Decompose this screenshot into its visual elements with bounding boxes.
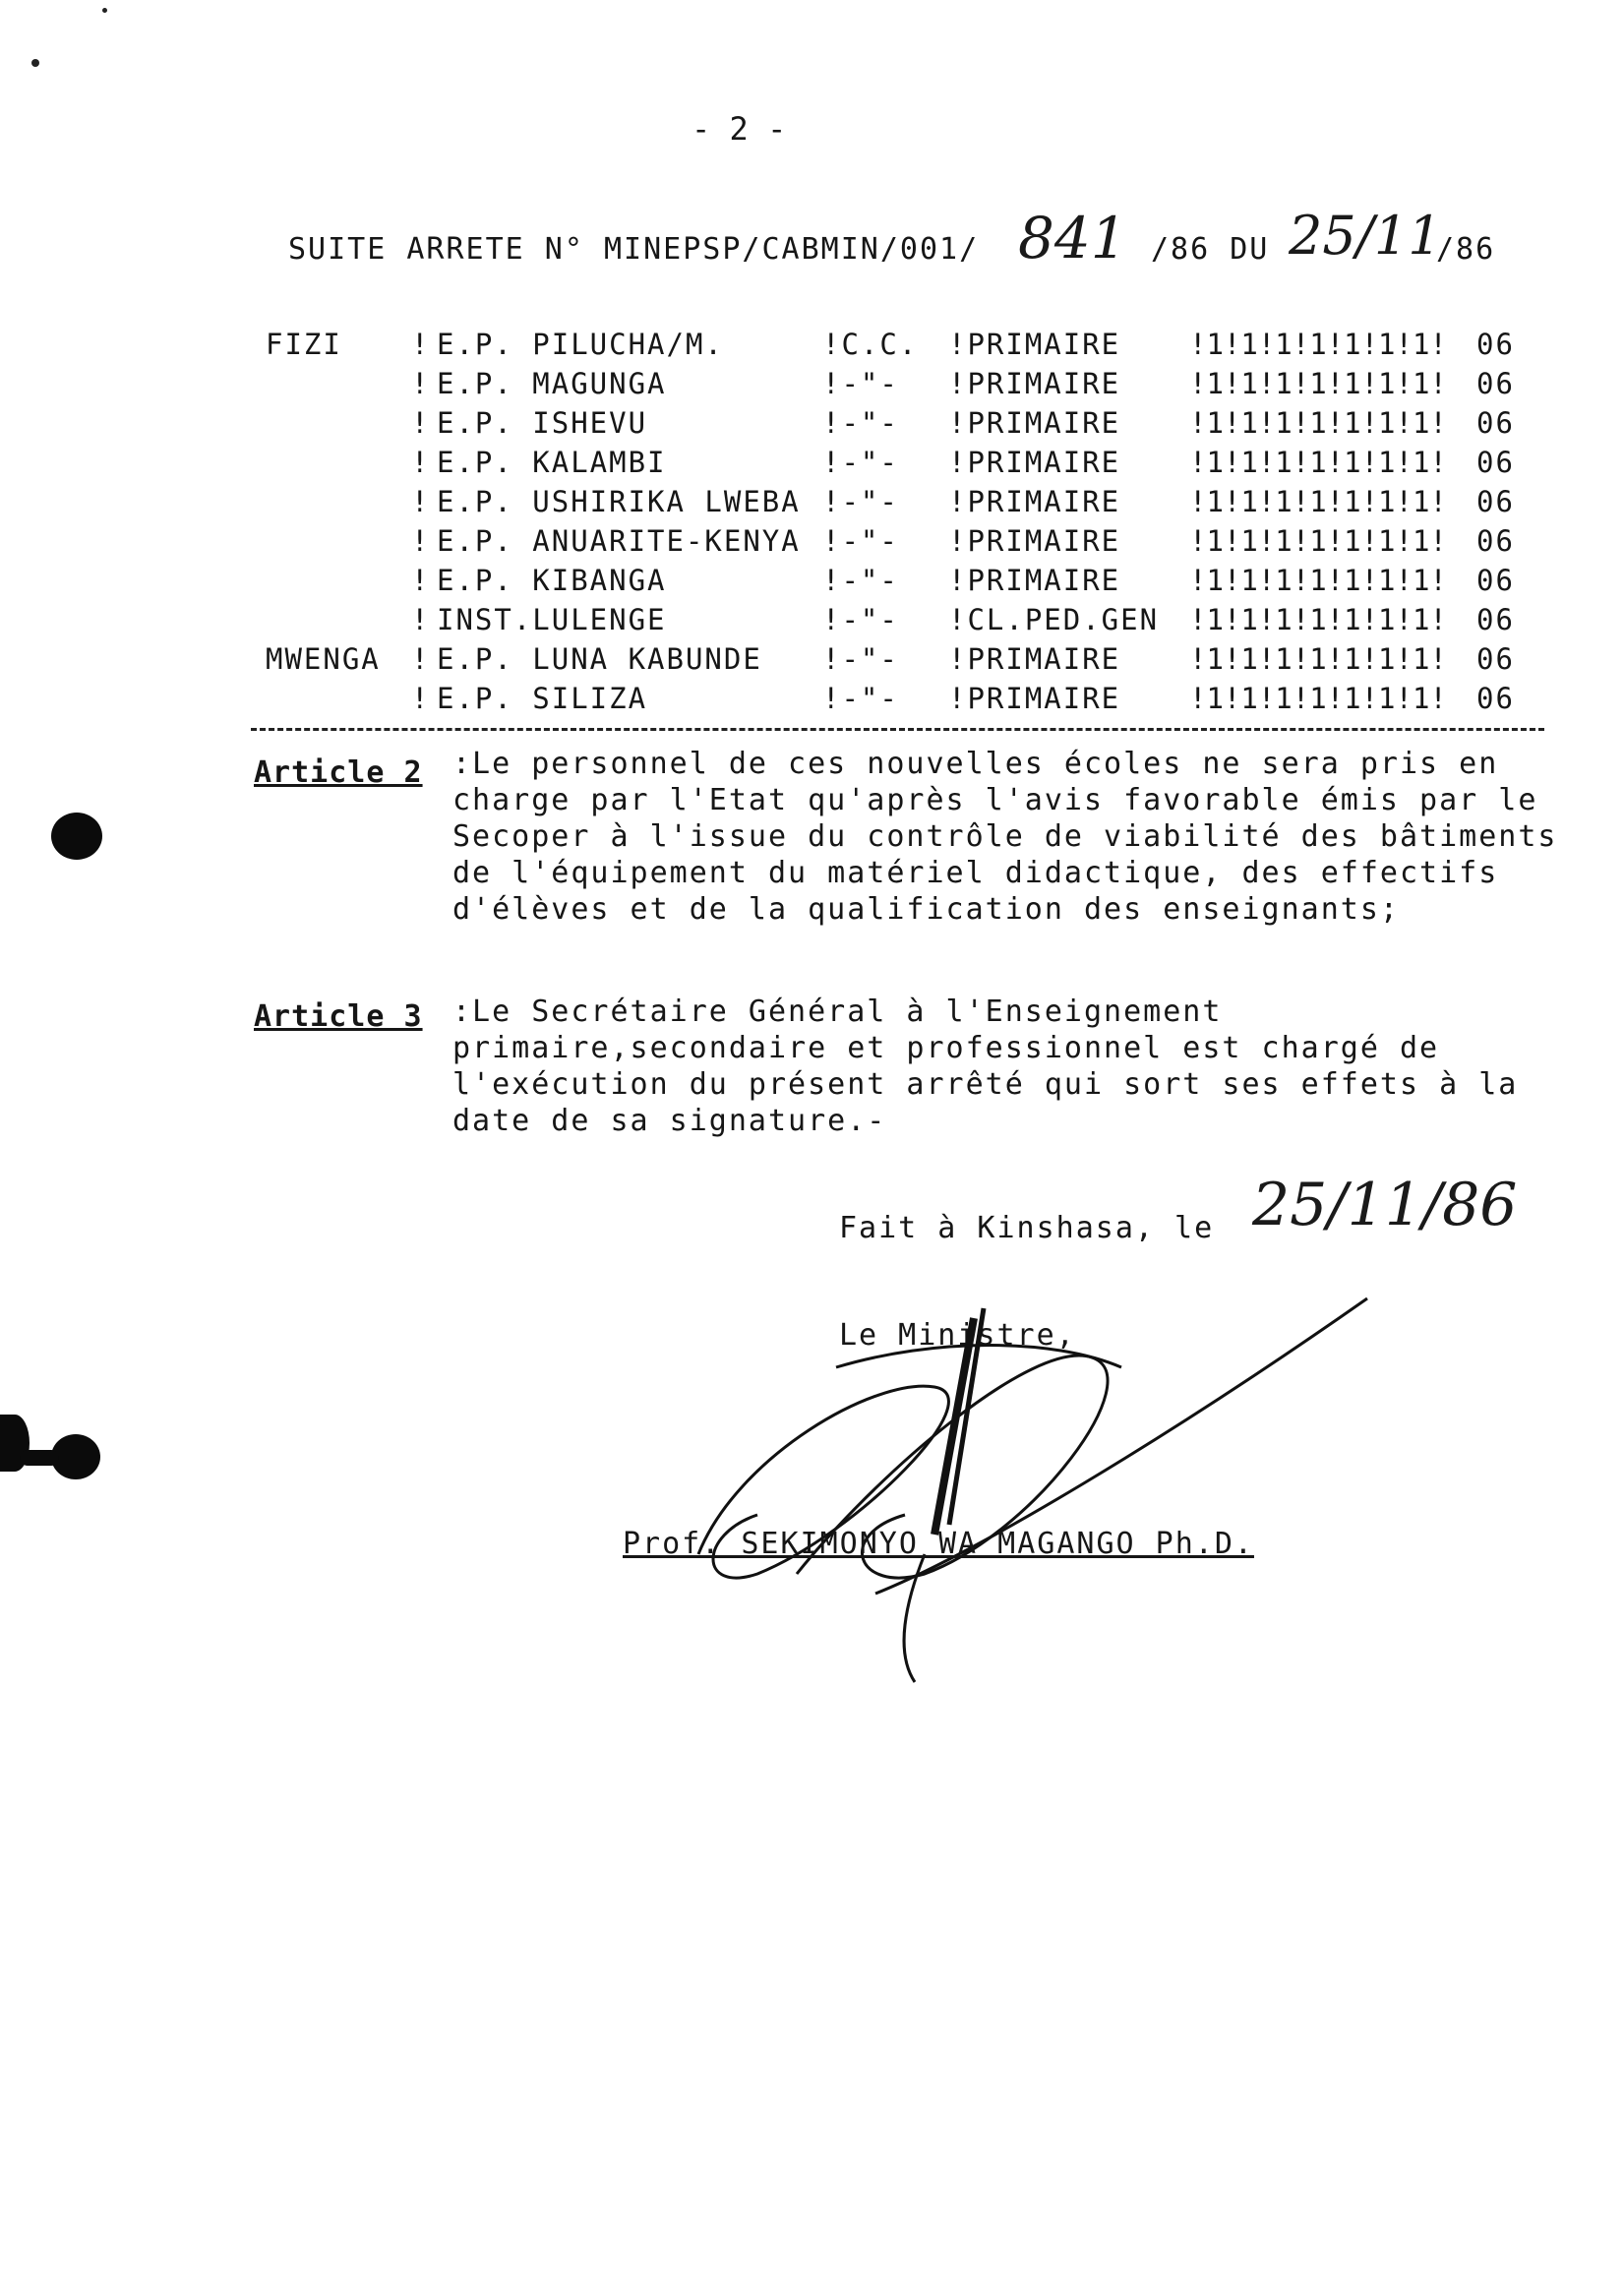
count-cell: 06 bbox=[1476, 328, 1515, 361]
article-2-body: :Le personnel de ces nouvelles écoles ne sera pris en charge par l'Etat qu'après l'avis favorable émis par le Secoper à l'issue du contrôle de viabilité des bâtiments de l'équipement du matériel didactique, des effectifs d'élèves et de la qualification des enseignants; bbox=[452, 747, 1558, 927]
count-cell: 06 bbox=[1476, 564, 1515, 597]
count-cell: 06 bbox=[1476, 682, 1515, 715]
count-cell: 06 bbox=[1476, 642, 1515, 676]
table-row bbox=[266, 325, 1545, 364]
separator-cell: ! bbox=[411, 446, 431, 479]
marks-cell: !1!1!1!1!1!1!1! bbox=[1189, 367, 1447, 400]
separator-cell: ! bbox=[411, 367, 431, 400]
article-2-label: Article 2 bbox=[254, 755, 423, 790]
count-cell: 06 bbox=[1476, 524, 1515, 558]
regime-cell: !-"- bbox=[822, 367, 899, 400]
signatory-title: Le Ministre, bbox=[839, 1318, 1076, 1353]
separator-cell: ! bbox=[411, 485, 431, 518]
speck bbox=[102, 8, 107, 13]
level-cell: !PRIMAIRE bbox=[948, 328, 1121, 361]
signature-icon bbox=[679, 1279, 1407, 1692]
count-cell: 06 bbox=[1476, 485, 1515, 518]
level-cell: !PRIMAIRE bbox=[948, 367, 1121, 400]
handwritten-decree-number: 841 bbox=[1018, 205, 1127, 271]
marks-cell: !1!1!1!1!1!1!1! bbox=[1189, 682, 1447, 715]
territory-cell bbox=[266, 482, 411, 521]
school-name-cell: E.P. KALAMBI bbox=[437, 446, 667, 479]
marks-cell: !1!1!1!1!1!1!1! bbox=[1189, 328, 1447, 361]
speck bbox=[31, 59, 39, 67]
school-name-cell: E.P. PILUCHA/M. bbox=[437, 328, 724, 361]
signatory-name: Prof. SEKIMONYO WA MAGANGO Ph.D. bbox=[623, 1527, 1254, 1561]
territory-cell: FIZI bbox=[266, 328, 342, 361]
article-3-label: Article 3 bbox=[254, 999, 423, 1034]
dashed-separator bbox=[251, 728, 1544, 731]
school-name-cell: E.P. KIBANGA bbox=[437, 564, 667, 597]
territory-cell bbox=[266, 561, 411, 600]
regime-cell: !-"- bbox=[822, 564, 899, 597]
count-cell: 06 bbox=[1476, 603, 1515, 636]
place-and-date-label: Fait à Kinshasa, le bbox=[839, 1211, 1215, 1245]
territory-cell bbox=[266, 521, 411, 561]
table-row bbox=[266, 521, 1545, 561]
territory-cell bbox=[266, 600, 411, 639]
marks-cell: !1!1!1!1!1!1!1! bbox=[1189, 564, 1447, 597]
separator-cell: ! bbox=[411, 524, 431, 558]
separator-cell: ! bbox=[411, 682, 431, 715]
handwritten-signing-date: 25/11/86 bbox=[1252, 1171, 1518, 1239]
separator-cell: ! bbox=[411, 564, 431, 597]
school-name-cell: E.P. ANUARITE-KENYA bbox=[437, 524, 801, 558]
reference-prefix: SUITE ARRETE N° MINEPSP/CABMIN/001/ bbox=[288, 232, 980, 267]
regime-cell: !C.C. bbox=[822, 328, 919, 361]
level-cell: !PRIMAIRE bbox=[948, 446, 1121, 479]
regime-cell: !-"- bbox=[822, 524, 899, 558]
marks-cell: !1!1!1!1!1!1!1! bbox=[1189, 524, 1447, 558]
regime-cell: !-"- bbox=[822, 682, 899, 715]
reference-line bbox=[288, 232, 979, 267]
table-row bbox=[266, 561, 1545, 600]
reference-year-sep-1: /86 DU bbox=[1151, 232, 1270, 267]
level-cell: !PRIMAIRE bbox=[948, 564, 1121, 597]
school-name-cell: E.P. ISHEVU bbox=[437, 406, 648, 440]
level-cell: !PRIMAIRE bbox=[948, 524, 1121, 558]
territory-cell bbox=[266, 443, 411, 482]
marks-cell: !1!1!1!1!1!1!1! bbox=[1189, 446, 1447, 479]
marks-cell: !1!1!1!1!1!1!1! bbox=[1189, 485, 1447, 518]
count-cell: 06 bbox=[1476, 446, 1515, 479]
territory-cell: MWENGA bbox=[266, 642, 381, 676]
level-cell: !PRIMAIRE bbox=[948, 682, 1121, 715]
school-name-cell: INST.LULENGE bbox=[437, 603, 667, 636]
page-number: - 2 - bbox=[692, 110, 787, 148]
territory-cell bbox=[266, 403, 411, 443]
marks-cell: !1!1!1!1!1!1!1! bbox=[1189, 406, 1447, 440]
marks-cell: !1!1!1!1!1!1!1! bbox=[1189, 642, 1447, 676]
regime-cell: !-"- bbox=[822, 642, 899, 676]
territory-cell bbox=[266, 679, 411, 718]
table-row bbox=[266, 443, 1545, 482]
territory-cell bbox=[266, 364, 411, 403]
regime-cell: !-"- bbox=[822, 603, 899, 636]
table-row bbox=[266, 679, 1545, 718]
separator-cell: ! bbox=[411, 406, 431, 440]
separator-cell: ! bbox=[411, 603, 431, 636]
table-row bbox=[266, 600, 1545, 639]
reference-year-sep-2: /86 bbox=[1436, 232, 1496, 267]
schools-table bbox=[266, 325, 1545, 718]
count-cell: 06 bbox=[1476, 367, 1515, 400]
article-3-body: :Le Secrétaire Général à l'Enseignement primaire,secondaire et professionnel est chargé de l'exécution du présent arrêté qui sort ses effets à la date de sa signature.- bbox=[452, 994, 1519, 1138]
level-cell: !PRIMAIRE bbox=[948, 406, 1121, 440]
separator-cell: ! bbox=[411, 328, 431, 361]
table-row bbox=[266, 364, 1545, 403]
school-name-cell: E.P. SILIZA bbox=[437, 682, 648, 715]
regime-cell: !-"- bbox=[822, 446, 899, 479]
count-cell: 06 bbox=[1476, 406, 1515, 440]
table-row bbox=[266, 639, 1545, 679]
table-row bbox=[266, 482, 1545, 521]
separator-cell: ! bbox=[411, 642, 431, 676]
level-cell: !PRIMAIRE bbox=[948, 642, 1121, 676]
school-name-cell: E.P. USHIRIKA LWEBA bbox=[437, 485, 801, 518]
school-name-cell: E.P. MAGUNGA bbox=[437, 367, 667, 400]
level-cell: !PRIMAIRE bbox=[948, 485, 1121, 518]
regime-cell: !-"- bbox=[822, 485, 899, 518]
table-row bbox=[266, 403, 1545, 443]
handwritten-decree-date: 25/11 bbox=[1289, 205, 1442, 267]
regime-cell: !-"- bbox=[822, 406, 899, 440]
marks-cell: !1!1!1!1!1!1!1! bbox=[1189, 603, 1447, 636]
level-cell: !CL.PED.GEN bbox=[948, 603, 1160, 636]
ink-blot bbox=[51, 813, 102, 860]
school-name-cell: E.P. LUNA KABUNDE bbox=[437, 642, 762, 676]
ink-blot bbox=[20, 1450, 59, 1466]
